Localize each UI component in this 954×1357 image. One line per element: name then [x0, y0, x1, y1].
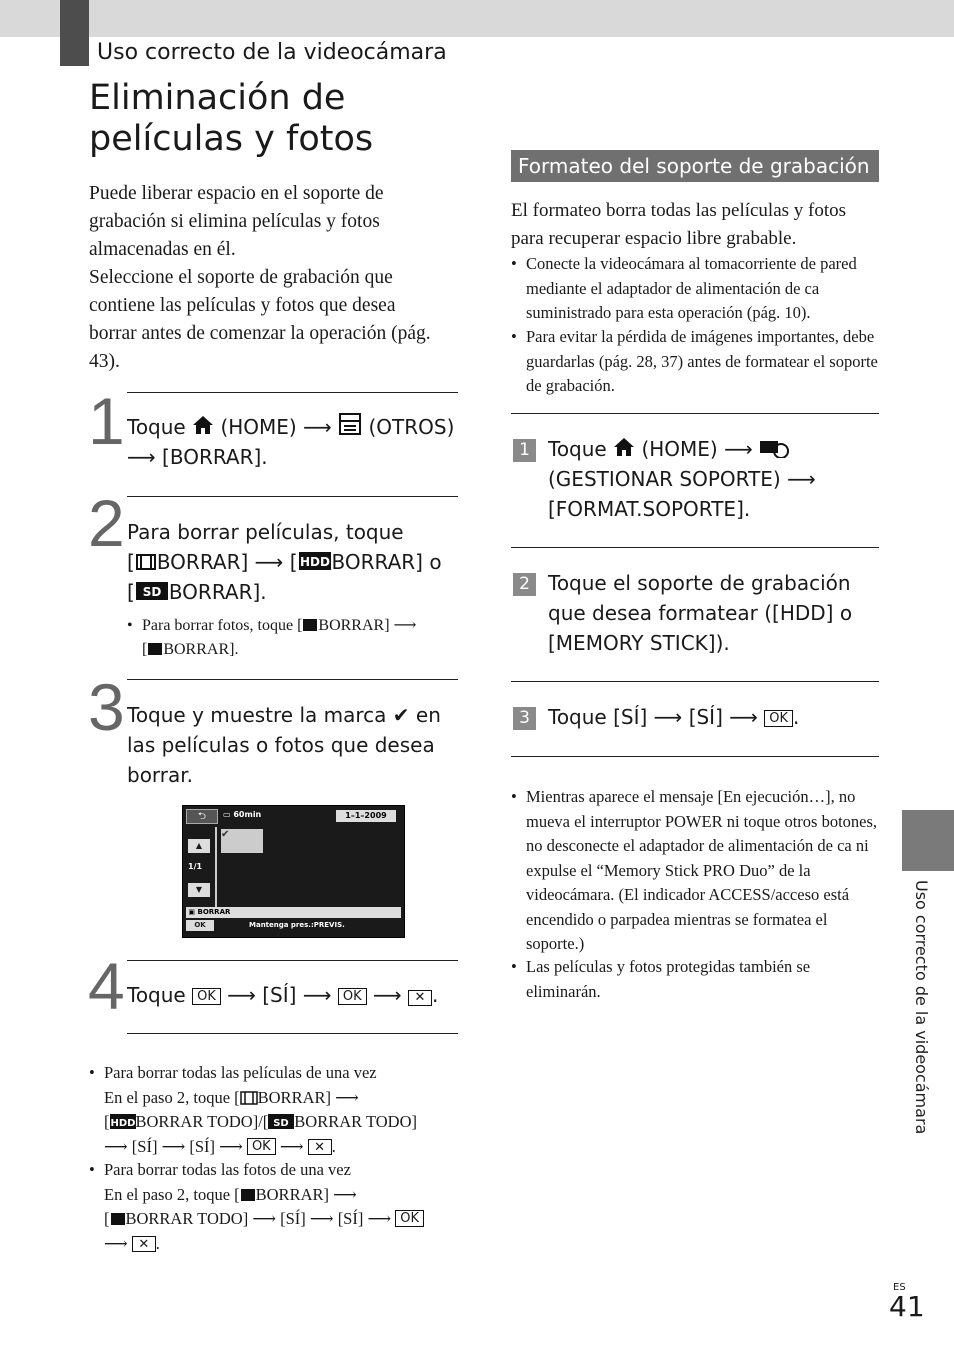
arrow-icon: ⟶	[724, 437, 753, 461]
note-line: ⟶ [SÍ] ⟶ [SÍ] ⟶ OK ⟶ ✕ .	[104, 1136, 336, 1156]
page-title-line2: películas y fotos	[89, 119, 374, 159]
note-heading: Para borrar todas las películas de una vez	[104, 1063, 377, 1082]
step-2-note	[127, 614, 458, 662]
section-header: Uso correcto de la videocámara	[97, 40, 447, 65]
step-divider	[127, 392, 458, 393]
step-number: 2	[88, 486, 125, 560]
close-icon[interactable]: ✕	[132, 1236, 156, 1252]
scroll-down-button[interactable]: ▼	[188, 883, 210, 897]
top-header-bar	[0, 0, 954, 37]
arrow-icon: ⟶	[127, 445, 156, 469]
bullet-text: Para evitar la pérdida de imágenes importantes, debe guardarlas (pág. 28, 37) antes de formatear el soporte de grabación.	[526, 327, 878, 395]
arrow-icon: ⟶	[303, 415, 332, 439]
film-icon	[135, 553, 157, 571]
step-2-intro: Para borrar películas, toque	[127, 520, 404, 544]
step-number: 3	[88, 670, 125, 744]
step-divider	[511, 547, 879, 548]
step-2-hdd-delete: BORRAR] o	[331, 550, 442, 574]
arrow-icon: ⟶	[161, 1136, 186, 1156]
hdd-label: HDD	[110, 1118, 135, 1129]
sd-media-icon	[135, 581, 169, 601]
check-icon: ✔	[392, 703, 410, 727]
format-step-2: Toque el soporte de grabación que desea formatear ([HDD] o [MEMORY STICK]).	[548, 571, 853, 655]
arrow-icon: ⟶	[104, 1136, 128, 1156]
hdd-label: HDD	[299, 555, 330, 569]
page-number: 41	[889, 1290, 925, 1323]
language-label: ES	[893, 1282, 906, 1293]
arrow-icon: ⟶	[787, 467, 816, 491]
step-divider	[127, 960, 458, 961]
step-text: [FORMAT.SOPORTE].	[548, 497, 751, 521]
step-number-badge: 1	[513, 439, 536, 462]
note-text: BORRAR TODO]	[294, 1112, 417, 1131]
arrow-icon: ⟶	[335, 1087, 359, 1107]
step-divider	[127, 496, 458, 497]
step-divider	[511, 413, 879, 414]
note-text: Para borrar fotos, toque [	[142, 617, 303, 634]
arrow-icon: ⟶	[729, 705, 758, 729]
arrow-icon: ⟶	[393, 617, 417, 634]
note-text: BORRAR]	[257, 1087, 331, 1107]
chapter-tab	[902, 810, 954, 871]
step-3-text-b: en las películas o fotos que desea borrar.	[127, 703, 441, 787]
return-icon[interactable]: ⮌	[186, 809, 218, 824]
step-1-text	[127, 412, 462, 472]
ok-icon[interactable]: OK	[395, 1210, 424, 1227]
step-1-toque: Toque	[127, 415, 186, 439]
step-3-text	[127, 700, 462, 790]
step-2-sd-delete: BORRAR].	[168, 580, 267, 604]
bracket: [	[104, 1209, 110, 1228]
step-divider	[511, 681, 879, 682]
step-2-text	[127, 517, 462, 607]
home-icon[interactable]	[613, 436, 635, 458]
arrow-icon: ⟶	[333, 1184, 357, 1204]
page-title-line1: Eliminación de	[89, 78, 346, 118]
note-line	[104, 1207, 461, 1232]
step-4-toque: Toque	[127, 983, 186, 1007]
intro-paragraph-1: Puede liberar espacio en el soporte de grabación si elimina películas y fotos almacenadas en él.	[89, 183, 384, 260]
page-title	[89, 78, 459, 160]
thumbnail[interactable]: ✔	[221, 829, 263, 853]
photo-icon	[302, 618, 318, 632]
sd-media-icon	[268, 1114, 294, 1129]
arrow-icon: ⟶	[227, 983, 256, 1007]
hdd-media-icon	[110, 1114, 136, 1129]
media-remaining: 60min	[233, 810, 262, 819]
step-text: Toque	[548, 437, 607, 461]
bullet: •	[511, 254, 517, 273]
film-icon	[240, 1091, 258, 1105]
photo-icon	[110, 1212, 126, 1226]
note-text: [SÍ]	[131, 1136, 158, 1156]
step-text: (HOME)	[641, 437, 718, 461]
arrow-icon: ⟶	[104, 1233, 128, 1253]
step-divider	[511, 756, 879, 757]
format-bullet-1	[511, 252, 883, 326]
step-divider	[127, 1033, 458, 1034]
left-note-2	[89, 1158, 461, 1256]
bullet: •	[511, 327, 517, 346]
ok-icon[interactable]: OK	[338, 988, 367, 1005]
left-note-1	[89, 1061, 461, 1159]
intro-paragraph-2: Seleccione el soporte de grabación que contiene las películas y fotos que desea borrar antes de comenzar la operación (pág. 43).	[89, 267, 431, 372]
step-4-yes: [SÍ]	[262, 983, 297, 1007]
home-icon[interactable]	[192, 414, 214, 436]
arrow-icon: ⟶	[252, 1209, 276, 1228]
sd-label: SD	[273, 1118, 290, 1129]
step-1-home: (HOME)	[220, 415, 297, 439]
step-number-badge: 3	[513, 707, 536, 730]
thumbnail-area	[215, 827, 404, 907]
note-text: BORRAR]	[318, 617, 390, 634]
others-icon[interactable]	[338, 412, 362, 436]
bracket: [	[142, 641, 148, 658]
note-line	[104, 1086, 461, 1111]
manage-media-icon[interactable]	[759, 438, 793, 458]
note-text: BORRAR TODO]	[125, 1209, 249, 1228]
arrow-icon: ⟶	[254, 550, 284, 574]
note-line	[104, 1183, 461, 1208]
step-number-badge: 2	[513, 573, 536, 596]
scroll-up-button[interactable]: ▲	[188, 839, 210, 853]
note-text: [SÍ]	[280, 1209, 306, 1228]
note-text: En el paso 2, toque [	[104, 1087, 240, 1107]
note-text: Mientras aparece el mensaje [En ejecución…], no mueva el interruptor POWER ni toque otros botones, no desconecte el adaptador de alimentación de ca ni expulse el “Memory Stick PRO Duo” de la videocámara. (El indicador ACCESS/acceso está encendido o parpadea mientras se formatea el soporte.)	[526, 787, 878, 953]
format-bullet-2	[511, 325, 883, 399]
delete-mode-label: BORRAR	[197, 908, 231, 916]
ok-icon[interactable]: OK	[247, 1138, 276, 1155]
note-text: Las películas y fotos protegidas también se eliminarán.	[526, 957, 811, 1001]
note-text: BORRAR]	[255, 1184, 329, 1204]
header-marker-block	[60, 0, 89, 66]
note-text: [SÍ]	[189, 1136, 216, 1156]
bullet: •	[127, 617, 133, 634]
format-note-2	[511, 955, 881, 1004]
ok-button[interactable]: OK	[186, 920, 214, 931]
bracket: [	[127, 550, 135, 574]
note-text: BORRAR TODO]/[	[135, 1112, 269, 1131]
page-counter: 1/1	[188, 862, 203, 871]
bracket: [	[127, 580, 135, 604]
step-4-text: Toque OK ⟶ [SÍ] ⟶ OK ⟶ ✕ .	[127, 983, 439, 1007]
ok-icon[interactable]: OK	[192, 988, 221, 1005]
arrow-icon: ⟶	[309, 1209, 334, 1228]
bullet: •	[89, 1063, 95, 1082]
arrow-icon: ⟶	[653, 705, 683, 729]
note-heading: Para borrar todas las fotos de una vez	[104, 1160, 351, 1179]
date-label: 1–1–2009	[336, 810, 396, 822]
step-text: (GESTIONAR SOPORTE)	[548, 467, 781, 491]
note-line	[104, 1110, 461, 1135]
format-note-1	[511, 785, 881, 957]
arrow-icon: ⟶	[302, 983, 332, 1007]
step-number: 1	[88, 384, 125, 458]
format-intro: El formateo borra todas las películas y fotos para recuperar espacio libre grabable.	[511, 200, 847, 249]
bracket: [	[289, 550, 298, 574]
close-icon[interactable]: ✕	[408, 990, 432, 1006]
note-text: En el paso 2, toque [	[104, 1184, 240, 1204]
note-text: BORRAR].	[163, 641, 239, 658]
photo-icon	[147, 642, 163, 656]
step-text: Toque [SÍ]	[548, 705, 648, 729]
photo-icon	[240, 1188, 256, 1202]
step-1-others: (OTROS)	[368, 415, 455, 439]
step-divider	[127, 679, 458, 680]
arrow-icon: ⟶	[372, 983, 402, 1007]
bullet: •	[89, 1160, 95, 1179]
media-indicator: ▭ 60min	[223, 810, 262, 819]
bracket: [	[104, 1112, 110, 1131]
bullet: •	[511, 957, 517, 976]
step-2-film-delete: BORRAR]	[156, 550, 249, 574]
close-icon[interactable]: ✕	[308, 1139, 332, 1155]
sd-label: SD	[142, 585, 162, 599]
note-text: [SÍ]	[337, 1209, 364, 1228]
format-step-1	[548, 434, 883, 524]
note-line: ⟶ ✕ .	[104, 1233, 160, 1253]
format-section-heading: Formateo del soporte de grabación	[511, 150, 879, 182]
ok-icon[interactable]: OK	[764, 710, 793, 727]
hdd-media-icon	[298, 551, 332, 571]
arrow-icon: ⟶	[367, 1209, 392, 1228]
arrow-icon: ⟶	[219, 1136, 243, 1156]
step-text: [SÍ]	[688, 705, 723, 729]
step-1-delete: [BORRAR].	[162, 445, 268, 469]
bullet-text: Conecte la videocámara al tomacorriente de pared mediante el adaptador de alimentación de ca suministrado para esta operación (pág. 10).	[526, 254, 857, 322]
intro-text	[89, 180, 434, 376]
step-number: 4	[88, 949, 125, 1023]
hint-text: Mantenga pres.:PREVIS.	[249, 921, 345, 929]
arrow-icon: ⟶	[279, 1136, 304, 1156]
format-step-3: Toque [SÍ] ⟶ [SÍ] ⟶ OK .	[548, 705, 800, 729]
camera-screen	[182, 805, 405, 938]
chapter-side-label: Uso correcto de la videocámara	[912, 880, 931, 1135]
delete-mode-bar: ▣ BORRAR	[186, 907, 401, 918]
bullet: •	[511, 787, 517, 806]
step-3-text-a: Toque y muestre la marca	[127, 703, 387, 727]
